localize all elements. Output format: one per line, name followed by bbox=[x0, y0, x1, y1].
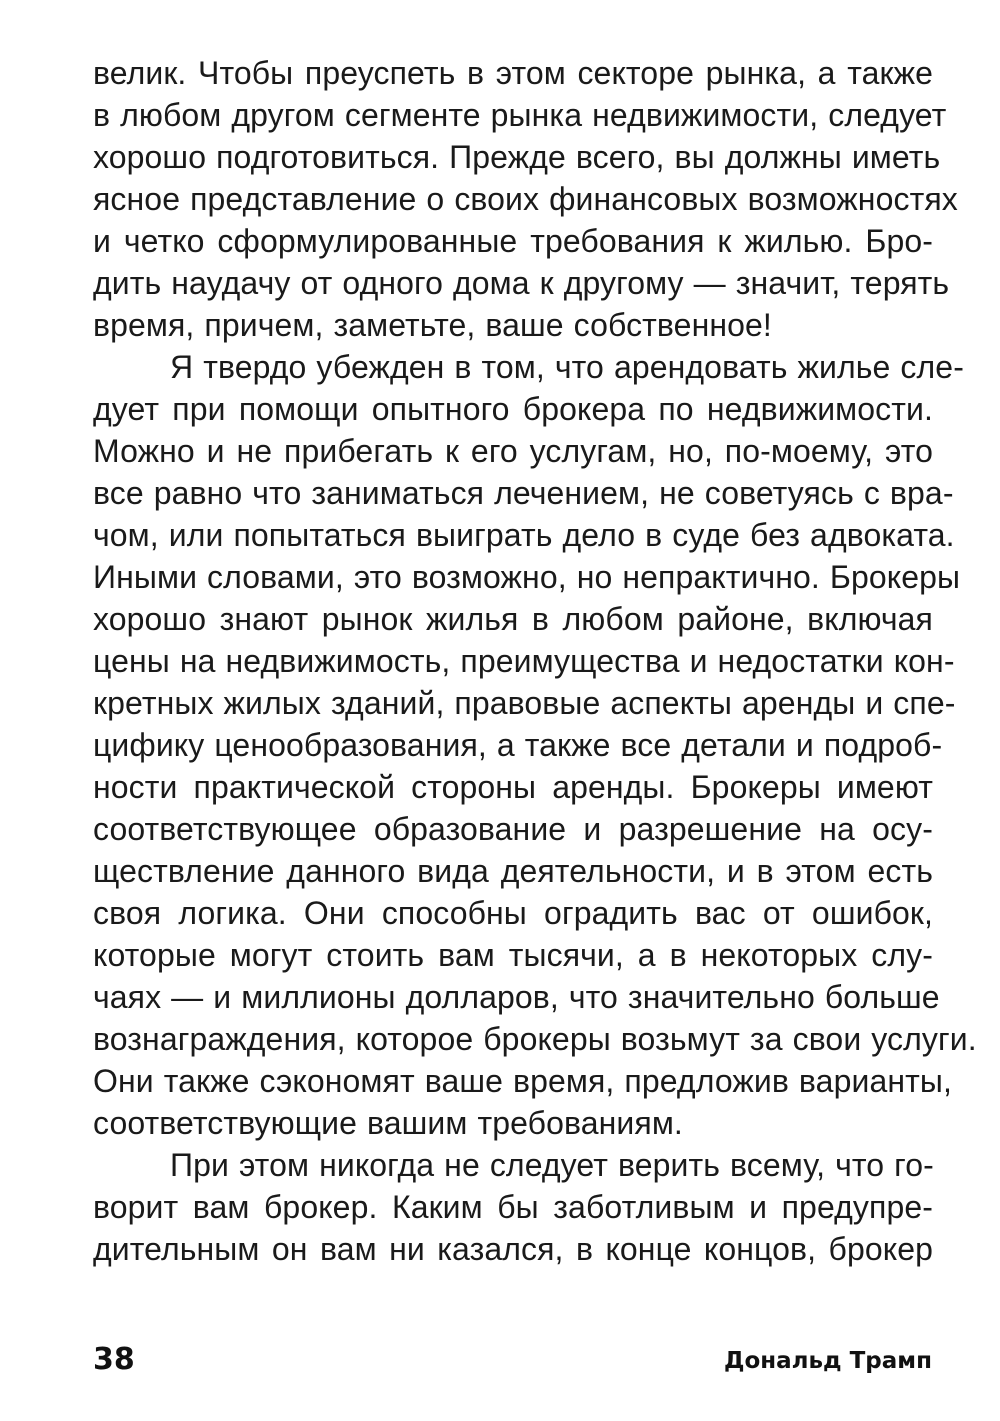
text-line: в любом другом сегменте рынка недвижимости, следует bbox=[93, 97, 947, 133]
text-line: ности практической стороны аренды. Брокеры имеют bbox=[93, 769, 933, 805]
paragraph bbox=[93, 346, 977, 1144]
text-line: ществление данного вида деятельности, и в этом есть bbox=[93, 853, 933, 889]
text-line: Можно и не прибегать к его услугам, но, по-моему, это bbox=[93, 433, 933, 469]
text-line: Я твердо убежден в том, что арендовать жилье сле- bbox=[170, 349, 964, 385]
text-line: хорошо знают рынок жилья в любом районе, включая bbox=[93, 601, 933, 637]
text-line: своя логика. Они способны оградить вас от ошибок, bbox=[93, 895, 933, 931]
text-line: цены на недвижимость, преимущества и недостатки кон- bbox=[93, 643, 955, 679]
text-line: ясное представление о своих финансовых возможностях bbox=[93, 181, 958, 217]
text-line: При этом никогда не следует верить всему, что го- bbox=[170, 1147, 934, 1183]
text-line: чаях — и миллионы долларов, что значительно больше bbox=[93, 979, 940, 1015]
page-body-text bbox=[93, 52, 977, 1270]
text-line: чом, или попытаться выиграть дело в суде без адвоката. bbox=[93, 517, 955, 553]
text-line: Они также сэкономят ваше время, предложив варианты, bbox=[93, 1063, 952, 1099]
text-line: дительным он вам ни казался, в конце концов, брокер bbox=[93, 1231, 933, 1267]
text-line: хорошо подготовиться. Прежде всего, вы должны иметь bbox=[93, 139, 941, 175]
page-number: 38 bbox=[93, 1342, 135, 1377]
text-line: время, причем, заметьте, ваше собственное! bbox=[93, 307, 772, 343]
text-line: цифику ценообразования, а также все детали и подроб- bbox=[93, 727, 943, 763]
paragraph bbox=[93, 1144, 933, 1270]
text-line: вознаграждения, которое брокеры возьмут за свои услуги. bbox=[93, 1021, 977, 1057]
text-line: которые могут стоить вам тысячи, а в некоторых слу- bbox=[93, 937, 933, 973]
text-line: кретных жилых зданий, правовые аспекты аренды и спе- bbox=[93, 685, 956, 721]
running-footer-author: Дональд Трамп bbox=[723, 1348, 932, 1374]
text-line: Иными словами, это возможно, но непрактично. Брокеры bbox=[93, 559, 961, 595]
text-line: дует при помощи опытного брокера по недвижимости. bbox=[93, 391, 933, 427]
text-line: и четко сформулированные требования к жилью. Бро- bbox=[93, 223, 933, 259]
paragraph bbox=[93, 52, 958, 346]
text-line: ворит вам брокер. Каким бы заботливым и предупре- bbox=[93, 1189, 933, 1225]
text-line: соответствующее образование и разрешение на осу- bbox=[93, 811, 933, 847]
text-line: все равно что заниматься лечением, не советуясь с вра- bbox=[93, 475, 954, 511]
text-line: велик. Чтобы преуспеть в этом секторе рынка, а также bbox=[93, 55, 933, 91]
text-line: дить наудачу от одного дома к другому — значит, терять bbox=[93, 265, 950, 301]
text-line: соответствующие вашим требованиям. bbox=[93, 1105, 683, 1141]
